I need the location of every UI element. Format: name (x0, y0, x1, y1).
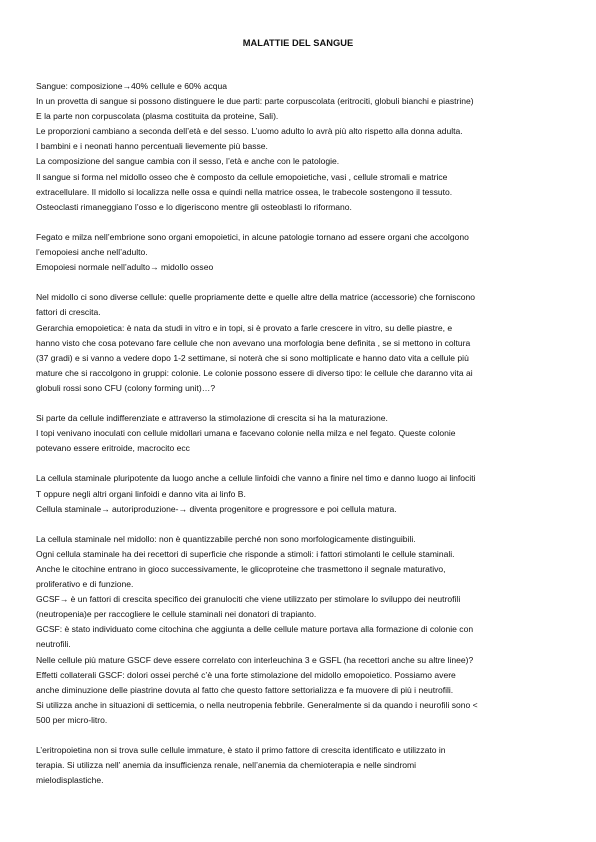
text-line: mielodisplastiche. (36, 775, 104, 786)
text-line: Anche le citochine entrano in gioco successivamente, le glicoproteine che trasmettono il segnale maturativo, (36, 564, 446, 574)
text-line: hanno visto che cosa potevano fare cellule che non avevano una morfologia bene definita , se si mettono in coltura (36, 337, 471, 348)
text-line: Sangue: composizione→40% cellule e 60% acqua (36, 81, 228, 91)
text-line: proliferativo e di funzione. (36, 579, 134, 590)
text-line: anche diminuzione delle piastrine dovuta al fatto che questo fattore settorializza e fa muovere di più i neutrofili. (36, 684, 454, 695)
paragraph-gap (36, 728, 564, 743)
paragraph-gap (36, 456, 564, 471)
text-line: T oppure negli altri organi linfoidi e danno vita ai linfo B. (36, 488, 246, 499)
text-line: La cellula staminale nel midollo: non è quantizzabile perché non sono morfologicamente distinguibili. (36, 533, 416, 544)
text-line: Gerarchia emopoietica: è nata da studi in vitro e in topi, si è provato a farle crescere in vitro, su delle piastre, e (36, 322, 453, 333)
text-line: La composizione del sangue cambia con il sesso, l’età e anche con le patologie. (36, 156, 340, 167)
paragraph-gap (36, 215, 564, 230)
text-line: I bambini e i neonati hanno percentuali lievemente più basse. (36, 141, 268, 152)
text-line: mature che si raccolgono in gruppi: colonie. Le colonie possono essere di diverso tipo: le cellule che daranno vita ai (36, 367, 473, 378)
text-line: GCSF: è stato individuato come citochina che aggiunta a delle cellule mature portava alla formazione di colonie con (36, 624, 474, 635)
text-line: (neutropenia)e per raccogliere le cellule staminali nei donatori di trapianto. (36, 609, 317, 620)
text-line: terapia. Si utilizza nell’ anemia da insufficienza renale, nell’anemia da chemioterapia e nelle sindromi (36, 760, 417, 771)
text-line: Emopoiesi normale nell’adulto→ midollo osseo (36, 262, 214, 273)
text-line: Le proporzioni cambiano a seconda dell’età e del sesso. L’uomo adulto lo avrà più alto rispetto alla donna adulta. (36, 126, 463, 137)
paragraph-gap (36, 275, 564, 290)
text-line: l’emopoiesi anche nell’adulto. (36, 247, 148, 258)
text-line: globuli rossi sono CFU (colony forming unit)…? (36, 382, 216, 393)
text-line: neutrofili. (36, 639, 71, 650)
text-line: fattori di crescita. (36, 307, 101, 318)
text-line: extracellulare. Il midollo si localizza nelle ossa e quindi nella matrice ossea, le trabecole sostengono il tessuto. (36, 186, 453, 197)
document-title: MALATTIE DEL SANGUE (242, 38, 354, 48)
text-line: La cellula staminale pluripotente da luogo anche a cellule linfoidi che vanno a finire nel timo e danno luogo ai linfociti (36, 473, 476, 484)
text-line: L’eritropoietina non si trova sulle cellule immature, è stato il primo fattore di crescita identificato e utilizzato in (36, 745, 446, 756)
paragraph-gap (36, 396, 564, 411)
text-line: Ogni cellula staminale ha dei recettori di superficie che risponde a stimoli: i fattori stimolanti le cellule staminali. (36, 548, 455, 559)
text-line: Effetti collaterali GSCF: dolori ossei perché c’è una forte stimolazione del midollo emopoietico. Possiamo avere (36, 669, 456, 680)
text-line: Si utilizza anche in situazioni di setticemia, o nella neutropenia febbrile. Generalmente si da quando i neurofili sono < (36, 699, 478, 710)
text-line: Si parte da cellule indifferenziate e attraverso la stimolazione di crescita si ha la maturazione. (36, 413, 388, 424)
text-line: GCSF→ è un fattori di crescita specifico dei granulociti che viene utilizzato per stimolare lo sviluppo dei neutrofili (36, 594, 461, 605)
text-line: E la parte non corpuscolata (plasma costituita da proteine, Sali). (36, 111, 279, 122)
document-body (36, 79, 564, 788)
paragraph-gap (36, 517, 564, 532)
text-line: Nelle cellule più mature GSCF deve essere correlato con interleuchina 3 e GSFL (ha recettori anche su altre linee)? (36, 654, 474, 665)
text-line: In un provetta di sangue si possono distinguere le due parti: parte corpuscolata (eritrociti, globuli bianchi e piastrine) (36, 96, 474, 107)
text-line: Il sangue si forma nel midollo osseo che è composto da cellule emopoietiche, vasi , cellule stromali e matrice (36, 171, 448, 182)
text-line: I topi venivano inoculati con cellule midollari umana e facevano colonie nella milza e nel fegato. Queste colonie (36, 428, 456, 439)
text-line: Cellula staminale→ autoriproduzione-→ diventa progenitore e progressore e poi cellula matura. (36, 503, 397, 514)
text-line: Nel midollo ci sono diverse cellule: quelle propriamente dette e quelle altre della matrice (accessorie) che forniscono (36, 292, 475, 303)
text-line: (37 gradi) e si vanno a vedere dopo 1-2 settimane, si noterà che si sono moltiplicate e hanno dato vita a cellule più (36, 352, 469, 363)
text-line: 500 per micro-litro. (36, 714, 108, 725)
text-line: Osteoclasti rimaneggiano l’osso e lo digeriscono mentre gli osteoblasti lo riformano. (36, 201, 352, 212)
text-line: potevano essere eritroide, macrocito ecc (36, 443, 190, 454)
text-line: Fegato e milza nell’embrione sono organi emopoietici, in alcune patologie tornano ad essere organi che accolgono (36, 231, 469, 242)
